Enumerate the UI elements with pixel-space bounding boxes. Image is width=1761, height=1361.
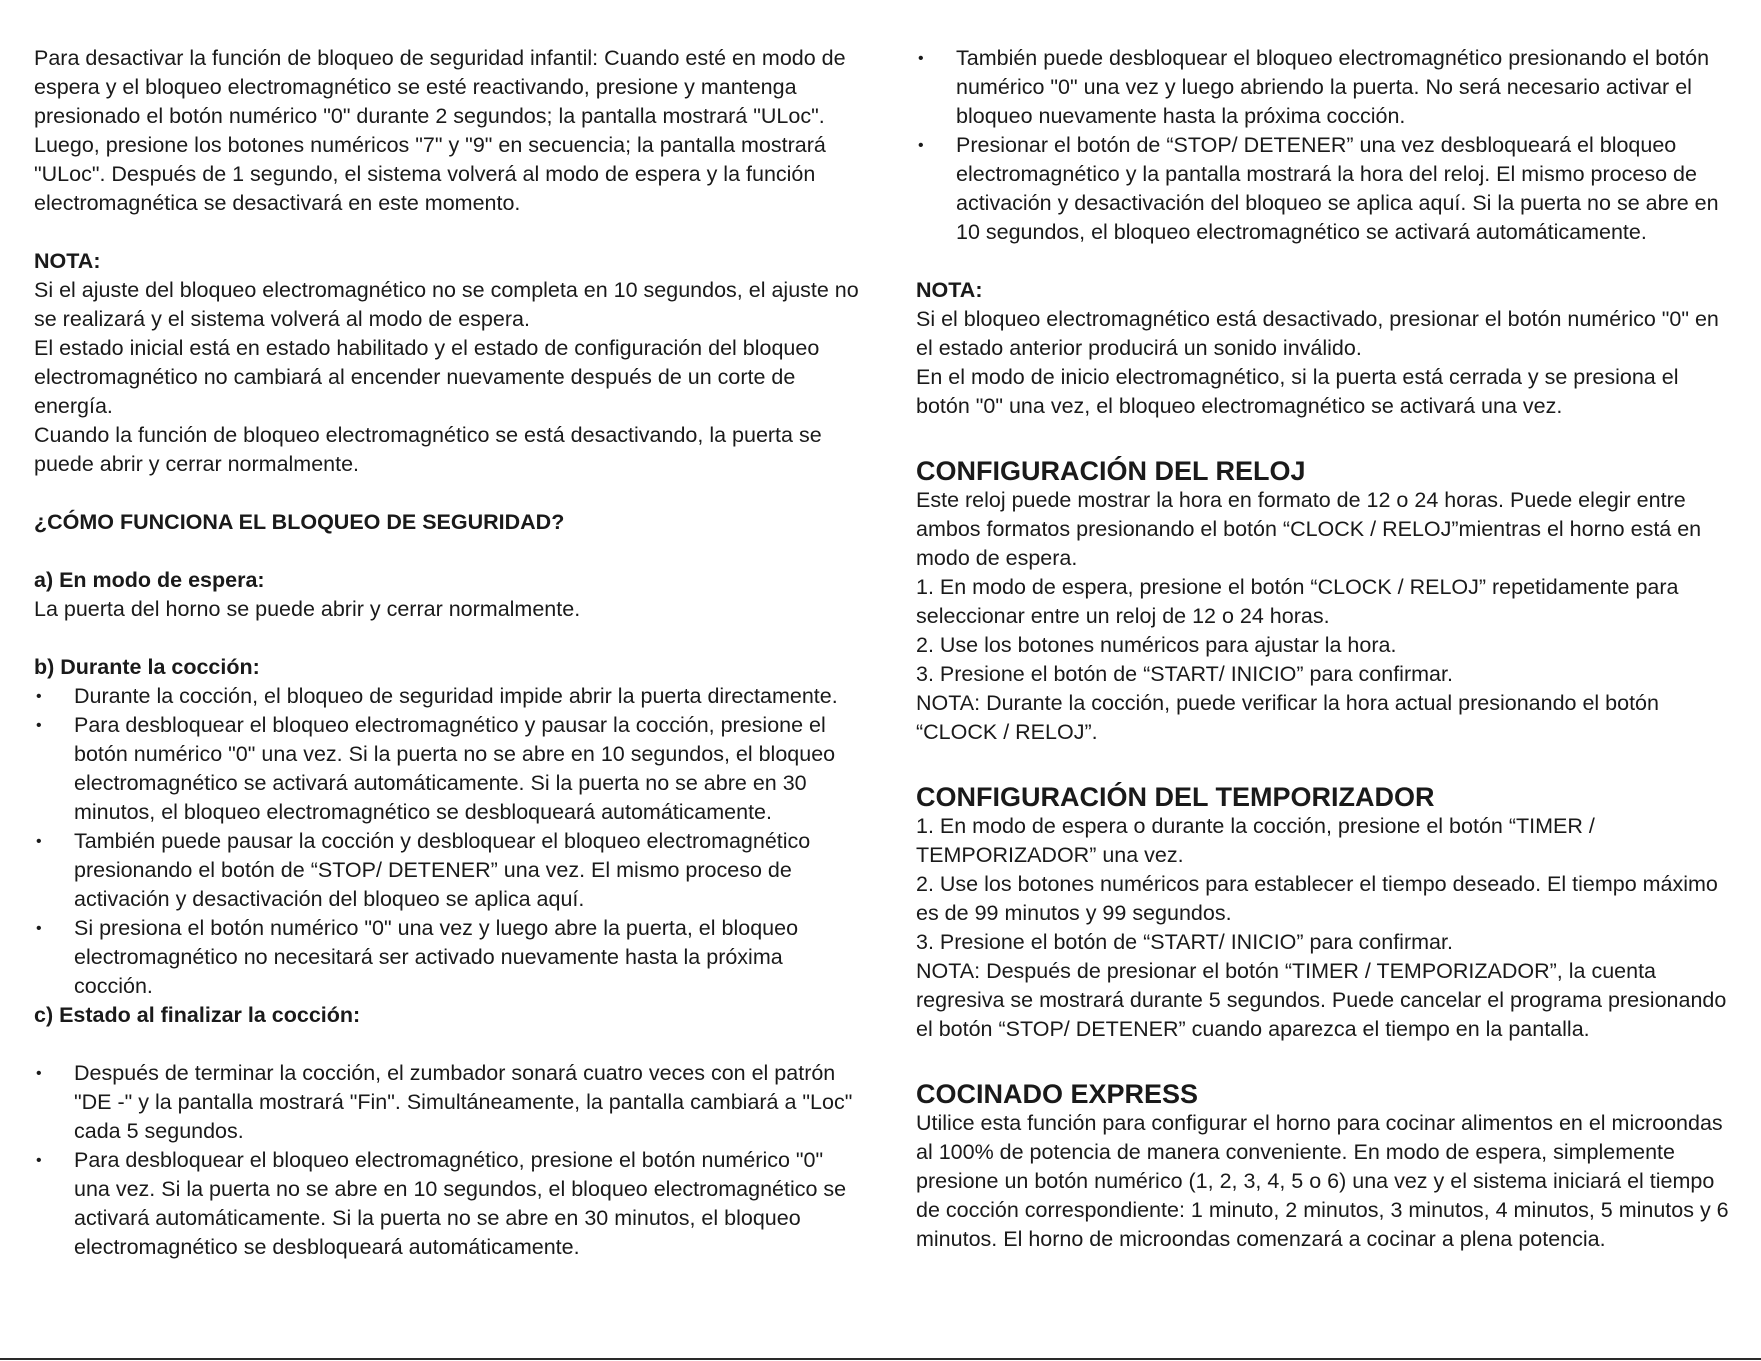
- note-line: En el modo de inicio electromagnético, si la puerta está cerrada y se presiona el botón "0" una vez, el bloqueo electromagnético se activará una vez.: [916, 365, 1679, 418]
- end-of-cooking-list: [34, 1059, 864, 1262]
- bullet-icon: •: [918, 137, 924, 154]
- bullet-icon: •: [36, 1152, 42, 1169]
- unlock-list: [916, 44, 1736, 247]
- list-item: [34, 711, 864, 827]
- section-heading-express: COCINADO EXPRESS: [916, 1079, 1199, 1109]
- list-item-text: Presionar el botón de “STOP/ DETENER” una vez desbloqueará el bloqueo electromagnético y la pantalla mostrará la hora del reloj. El mismo proceso de activación y desactivación del bloqueo se aplica aquí. Si la puerta no se abre en 10 segundos, el bloqueo electromagnético se activará automáticamente.: [956, 133, 1719, 244]
- bullet-icon: •: [36, 833, 42, 850]
- note-line: Si el bloqueo electromagnético está desactivado, presionar el botón numérico "0" en el estado anterior producirá un sonido inválido.: [916, 307, 1719, 360]
- list-item: [34, 1059, 864, 1146]
- section-heading-how-it-works: ¿CÓMO FUNCIONA EL BLOQUEO DE SEGURIDAD?: [34, 510, 565, 534]
- intro-paragraph: Para desactivar la función de bloqueo de seguridad infantil: Cuando esté en modo de espera y el bloqueo electromagnético se esté reactivando, presione y mantenga presionado el botón numérico "0" durante 2 segundos; la pantalla mostrará "ULoc". Luego, presione los botones numéricos "7" y "9" en secuencia; la pantalla mostrará "ULoc". Después de 1 segundo, el sistema volverá al modo de espera y la función electromagnética se desactivará en este momento.: [34, 46, 846, 215]
- bottom-divider: [0, 1358, 1761, 1360]
- list-item-text: Para desbloquear el bloqueo electromagnético y pausar la cocción, presione el botón numérico "0" una vez. Si la puerta no se abre en 10 segundos, el bloqueo electromagnético se activará automáticamente. Si la puerta no se abre en 30 minutos, el bloqueo electromagnético se desbloqueará automáticamente.: [74, 713, 836, 824]
- note-line: Cuando la función de bloqueo electromagnético se está desactivando, la puerta se puede abrir y cerrar normalmente.: [34, 423, 822, 476]
- clock-line: 3. Presione el botón de “START/ INICIO” para confirmar.: [916, 662, 1453, 686]
- clock-line: NOTA: Durante la cocción, puede verificar la hora actual presionando el botón “CLOCK / RELOJ”.: [916, 691, 1659, 744]
- clock-line: 1. En modo de espera, presione el botón “CLOCK / RELOJ” repetidamente para seleccionar entre un reloj de 12 o 24 horas.: [916, 575, 1679, 628]
- note-line: El estado inicial está en estado habilitado y el estado de configuración del bloqueo electromagnético no cambiará al encender nuevamente después de un corte de energía.: [34, 336, 820, 418]
- timer-line: 1. En modo de espera o durante la cocción, presione el botón “TIMER / TEMPORIZADOR” una vez.: [916, 814, 1595, 867]
- list-item-text: Si presiona el botón numérico "0" una vez y luego abre la puerta, el bloqueo electromagnético no necesitará ser activado nuevamente hasta la próxima cocción.: [74, 916, 799, 998]
- bullet-icon: •: [36, 688, 42, 705]
- list-item: [34, 682, 864, 711]
- timer-line: 3. Presione el botón de “START/ INICIO” para confirmar.: [916, 930, 1453, 954]
- timer-line: NOTA: Después de presionar el botón “TIMER / TEMPORIZADOR”, la cuenta regresiva se mostrará durante 5 segundos. Puede cancelar el programa presionando el botón “STOP/ DETENER” cuando aparezca el tiempo en la pantalla.: [916, 959, 1727, 1041]
- section-heading-timer: CONFIGURACIÓN DEL TEMPORIZADOR: [916, 782, 1435, 812]
- left-column: [34, 44, 864, 1262]
- list-item-text: También puede desbloquear el bloqueo electromagnético presionando el botón numérico "0" una vez y luego abriendo la puerta. No será necesario activar el bloqueo nuevamente hasta la próxima cocción.: [956, 46, 1710, 128]
- subheading-during-cooking: b) Durante la cocción:: [34, 655, 260, 679]
- list-item-text: Para desbloquear el bloqueo electromagnético, presione el botón numérico "0" una vez. Si la puerta no se abre en 10 segundos, el bloqueo electromagnético se activará automáticamente. Si la puerta no se abre en 30 minutos, el bloqueo electromagnético se desbloqueará automáticamente.: [74, 1148, 847, 1259]
- clock-line: 2. Use los botones numéricos para ajustar la hora.: [916, 633, 1397, 657]
- bullet-icon: •: [36, 1065, 42, 1082]
- list-item: [34, 1146, 864, 1262]
- section-heading-clock: CONFIGURACIÓN DEL RELOJ: [916, 456, 1306, 486]
- note-title: NOTA:: [916, 278, 983, 302]
- during-cooking-list: [34, 682, 864, 1001]
- standby-text: La puerta del horno se puede abrir y cerrar normalmente.: [34, 597, 581, 621]
- note-title: NOTA:: [34, 249, 101, 273]
- bullet-icon: •: [36, 717, 42, 734]
- note-line: Si el ajuste del bloqueo electromagnético no se completa en 10 segundos, el ajuste no se realizará y el sistema volverá al modo de espera.: [34, 278, 859, 331]
- bullet-icon: •: [918, 50, 924, 67]
- list-item-text: También puede pausar la cocción y desbloquear el bloqueo electromagnético presionando el botón de “STOP/ DETENER” una vez. El mismo proceso de activación y desactivación del bloqueo se aplica aquí.: [74, 829, 811, 911]
- list-item: [916, 131, 1736, 247]
- subheading-standby: a) En modo de espera:: [34, 568, 265, 592]
- list-item-text: Después de terminar la cocción, el zumbador sonará cuatro veces con el patrón "DE -" y la pantalla mostrará "Fin". Simultáneamente, la pantalla cambiará a "Loc" cada 5 segundos.: [74, 1061, 853, 1143]
- bullet-icon: •: [36, 920, 42, 937]
- list-item-text: Durante la cocción, el bloqueo de seguridad impide abrir la puerta directamente.: [74, 684, 838, 708]
- list-item: [916, 44, 1736, 131]
- right-column: [916, 44, 1736, 1254]
- timer-line: 2. Use los botones numéricos para establecer el tiempo deseado. El tiempo máximo es de 99 minutos y 99 segundos.: [916, 872, 1718, 925]
- subheading-end-of-cooking: c) Estado al finalizar la cocción:: [34, 1003, 361, 1027]
- express-text: Utilice esta función para configurar el horno para cocinar alimentos en el microondas al 100% de potencia de manera conveniente. En modo de espera, simplemente presione un botón numérico (1, 2, 3, 4, 5 o 6) una vez y el sistema iniciará el tiempo de cocción correspondiente: 1 minuto, 2 minutos, 3 minutos, 4 minutos, 5 minutos y 6 minutos. El horno de microondas comenzará a cocinar a plena potencia.: [916, 1111, 1729, 1251]
- clock-line: Este reloj puede mostrar la hora en formato de 12 o 24 horas. Puede elegir entre ambos formatos presionando el botón “CLOCK / RELOJ”mientras el horno está en modo de espera.: [916, 488, 1702, 570]
- list-item: [34, 914, 864, 1001]
- list-item: [34, 827, 864, 914]
